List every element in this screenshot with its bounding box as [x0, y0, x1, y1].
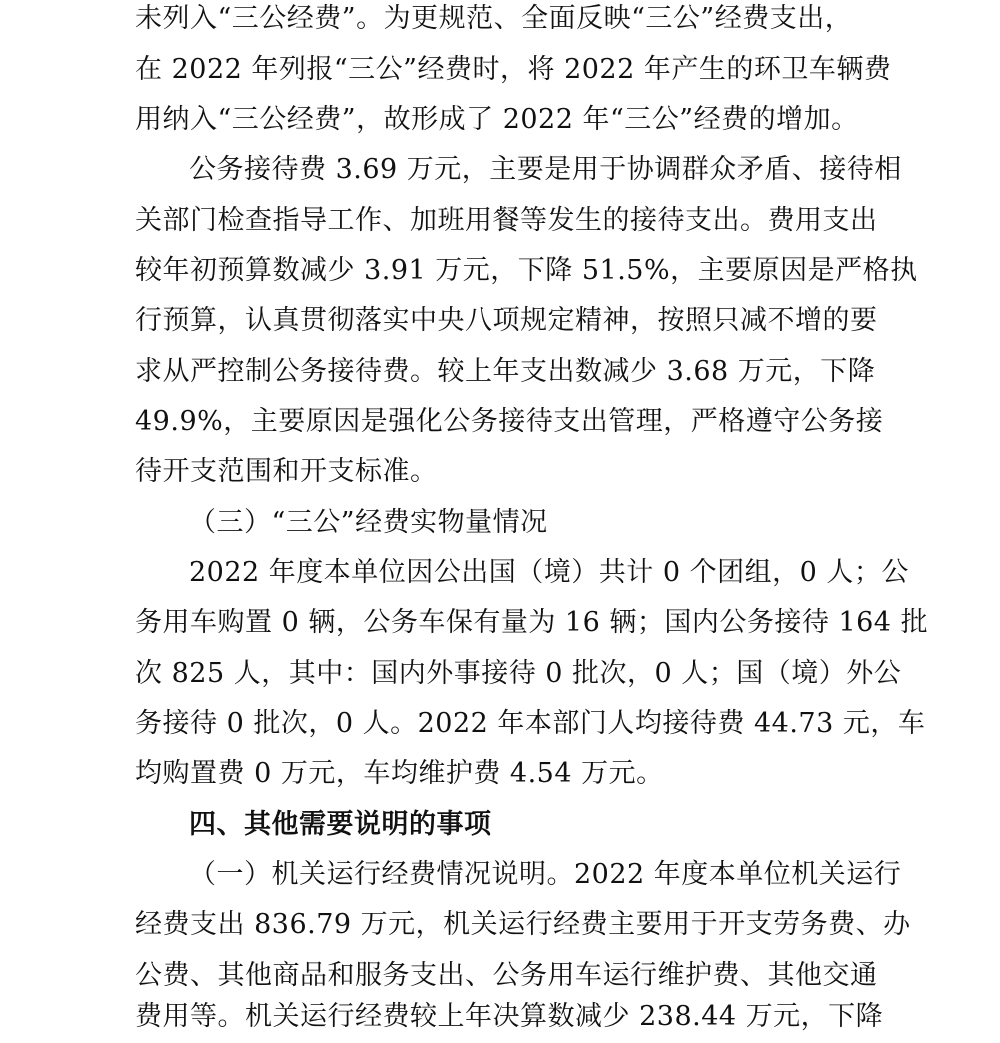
text-line: 公费、其他商品和服务支出、公务用车运行维护费、其他交通 [135, 960, 878, 991]
text-line: 未列入“三公经费”。为更规范、全面反映“三公”经费支出， [135, 3, 853, 34]
text-line: 49.9%，主要原因是强化公务接待支出管理，严格遵守公务接 [135, 406, 884, 437]
text-line: 次 825 人，其中：国内外事接待 0 批次，0 人；国（境）外公 [135, 658, 902, 689]
text-line: 务用车购置 0 辆，公务车保有量为 16 辆；国内公务接待 164 批 [135, 607, 929, 638]
text-line: 关部门检查指导工作、加班用餐等发生的接待支出。费用支出 [135, 205, 878, 236]
text-line: 均购置费 0 万元，车均维护费 4.54 万元。 [135, 758, 664, 789]
text-line: 较年初预算数减少 3.91 万元，下降 51.5%，主要原因是严格执 [135, 255, 918, 286]
text-line: 求从严控制公务接待费。较上年支出数减少 3.68 万元，下降 [135, 356, 876, 387]
paragraph-start-line: 公务接待费 3.69 万元，主要是用于协调群众矛盾、接待相 [189, 154, 902, 185]
text-line: 行预算，认真贯彻落实中央八项规定精神，按照只减不增的要 [135, 305, 878, 336]
text-line: 在 2022 年列报“三公”经费时，将 2022 年产生的环卫车辆费 [135, 54, 892, 85]
text-line: 费用等。机关运行经费较上年决算数减少 238.44 万元，下降 [135, 1001, 884, 1032]
subsection-heading: （三）“三公”经费实物量情况 [189, 507, 548, 538]
text-line: 用纳入“三公经费”，故形成了 2022 年“三公”经费的增加。 [135, 104, 859, 135]
text-line: 经费支出 836.79 万元，机关运行经费主要用于开支劳务费、办 [135, 909, 911, 940]
paragraph-start-line: 2022 年度本单位因公出国（境）共计 0 个团组，0 人；公 [189, 557, 909, 588]
paragraph-start-line: （一）机关运行经费情况说明。2022 年度本单位机关运行 [189, 859, 902, 890]
text-line: 务接待 0 批次，0 人。2022 年本部门人均接待费 44.73 元，车 [135, 708, 926, 739]
section-heading: 四、其他需要说明的事项 [189, 809, 492, 840]
text-line: 待开支范围和开支标准。 [135, 456, 438, 487]
